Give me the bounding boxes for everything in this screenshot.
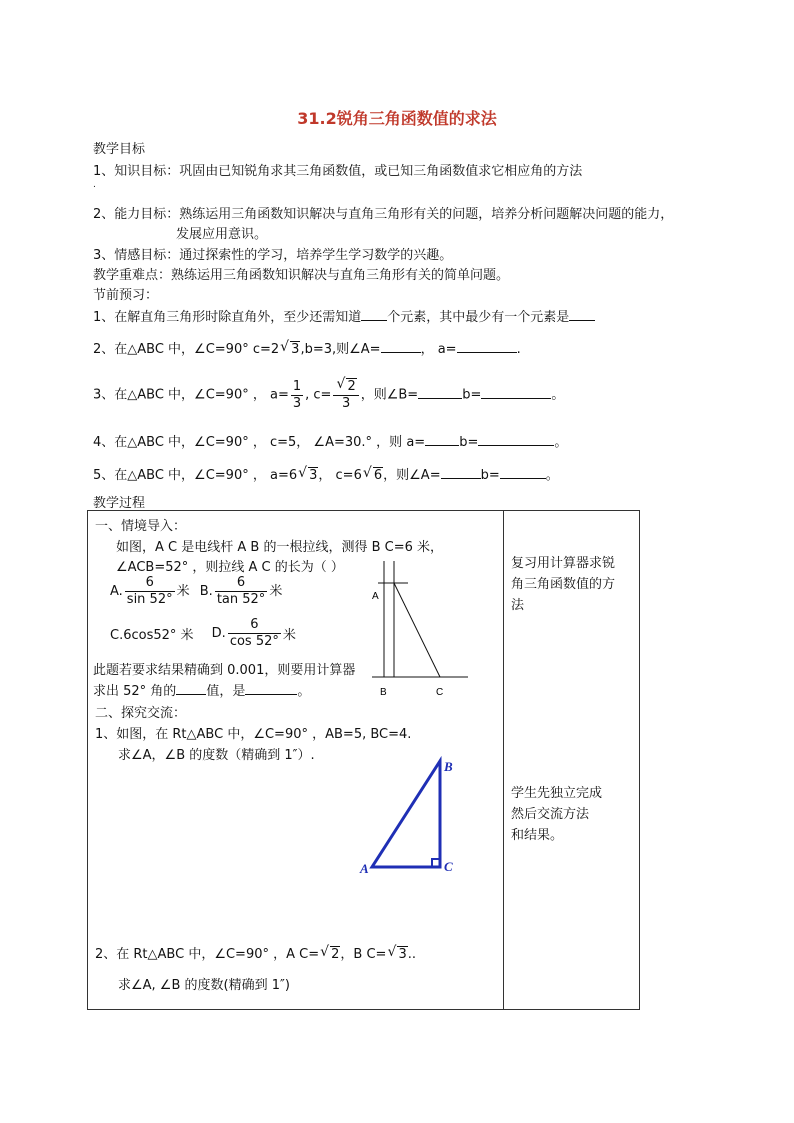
q2-text-d: .	[516, 342, 521, 357]
intro-line-4	[93, 680, 310, 699]
q1-text-a: 1、在解直角三角形时除直角外，至少还需知道	[93, 310, 362, 325]
option-d-num: 6	[228, 617, 281, 634]
intro-line-4-b: 值，是	[206, 684, 246, 699]
key-points: 教学重难点：熟练运用三角函数知识解决与直角三角形有关的简单问题。	[93, 268, 510, 283]
q5-text-e: 。	[545, 468, 559, 483]
objective-emotion: 3、情感目标：通过探索性的学习，培养学生学习数学的兴趣。	[93, 248, 453, 263]
option-b-label: B.	[199, 584, 213, 599]
intro-line-4-c: 。	[297, 684, 311, 699]
q4-text-a: 4、在△ABC 中，∠C=90° ， c=5， ∠A=30.° ，则 a=	[93, 435, 426, 450]
objective-ability: 2、能力目标：熟练运用三角函数知识解决与直角三角形有关的问题，培养分析问题解决问题的能力，	[93, 207, 674, 222]
intro-line-1: 如图，A C 是电线杆 A B 的一根拉线，测得 B C=6 米，	[116, 540, 443, 555]
q5-text-c: ，则∠A=	[383, 468, 441, 483]
note-explore-line-3: 和结果。	[511, 828, 564, 843]
q2-explore-sqrt-ac: √ 2	[330, 946, 340, 962]
q2-blank-angle[interactable]	[381, 339, 421, 353]
explore-q2-line-1	[95, 943, 416, 962]
explore-q2-line-2: 求∠A, ∠B 的度数(精确到 1″)	[118, 978, 290, 993]
q3-frac-c	[333, 378, 358, 412]
q2-explore-sqrt-bc: √ 3	[397, 946, 407, 962]
explore-q1-line-2: 求∠A，∠B 的度数（精确到 1″）.	[118, 748, 315, 763]
q5-sqrt-a: √ 3	[308, 467, 318, 483]
note-explore-line-1: 学生先独立完成	[511, 786, 603, 801]
process-main-cell	[88, 511, 504, 1010]
intro-line-4-a: 求出 52° 角的	[93, 684, 177, 699]
q2-text-b: ,b=3,则∠A=	[300, 342, 381, 357]
option-a-unit: 米	[176, 584, 190, 599]
pole-label-b: B	[380, 687, 387, 698]
q3-text-c: ，则∠B=	[360, 387, 419, 403]
option-d-unit: 米	[282, 628, 296, 643]
intro-line-2: ∠ACB=52° ，则拉线 A C 的长为（ ）	[116, 560, 344, 575]
q2-text-c: ， a=	[420, 342, 457, 357]
option-b-unit: 米	[269, 584, 283, 599]
explore-q1-line-1: 1、如图，在 Rt△ABC 中，∠C=90° ，AB=5, BC=4.	[95, 727, 412, 742]
note-review	[511, 553, 615, 616]
q5-blank-angle[interactable]	[441, 465, 481, 479]
q3-text-b: , c=	[305, 387, 332, 403]
q5-sqrt-c: √ 6	[373, 467, 383, 483]
objectives-heading: 教学目标	[93, 142, 146, 157]
preview-q4	[93, 431, 567, 450]
preview-q2	[93, 338, 521, 357]
q2-explore-a: 2、在 Rt△ABC 中，∠C=90° ，A C=	[95, 947, 320, 962]
note-review-line-1: 复习用计算器求锐	[511, 556, 616, 571]
objective-knowledge: 1、知识目标：巩固由已知锐角求其三角函数值，或已知三角函数值求它相应角的方法	[93, 164, 583, 179]
option-a-num: 6	[125, 575, 175, 592]
preview-q5	[93, 464, 559, 483]
preview-heading: 节前预习：	[93, 288, 159, 303]
note-review-line-2: 角三角函数值的方	[511, 577, 616, 592]
objective-knowledge-tail: .	[93, 180, 96, 190]
option-c: C.6cos52° 米	[110, 628, 194, 643]
q2-explore-b: ，B C=	[340, 947, 387, 962]
q3-frac-num: 1	[292, 378, 302, 394]
q3-frac-den2: 3	[341, 396, 351, 411]
section-explore: 二、探究交流：	[95, 706, 187, 721]
q4-text-b: b=	[459, 435, 479, 450]
option-cd	[110, 617, 296, 650]
guy-wire	[394, 583, 440, 677]
q3-blank-b[interactable]	[481, 385, 551, 399]
option-d-den: cos 52°	[229, 634, 279, 649]
intro-blank-value[interactable]	[245, 681, 297, 695]
triangle-label-b: B	[444, 759, 453, 774]
option-b-den: tan 52°	[216, 592, 266, 607]
q4-text-c: 。	[554, 435, 568, 450]
q3-frac-den: 3	[292, 395, 302, 411]
triangle-abc	[372, 761, 440, 867]
q3-frac-a	[291, 379, 303, 412]
intro-line-3: 此题若要求结果精确到 0.001，则要用计算器	[93, 663, 356, 678]
preview-q3	[93, 378, 564, 412]
q1-blank-1[interactable]	[361, 307, 387, 321]
q2-blank-a[interactable]	[457, 339, 517, 353]
note-review-line-3: 法	[511, 598, 525, 613]
preview-q1	[93, 306, 595, 325]
pole-label-a: A	[372, 591, 379, 602]
option-d-label: D.	[211, 626, 226, 641]
q2-explore-c: ..	[407, 947, 416, 962]
q2-text-a: 2、在△ABC 中，∠C=90° c=2	[93, 342, 280, 357]
q2-sqrt: √ 3	[290, 341, 300, 357]
q5-text-b: ， c=6	[318, 468, 362, 483]
process-table	[87, 510, 640, 1010]
triangle-label-c: C	[444, 859, 453, 874]
q3-text-d: b=	[462, 387, 482, 403]
process-heading: 教学过程	[93, 496, 146, 511]
q3-blank-b-angle[interactable]	[418, 385, 462, 399]
option-a	[110, 575, 282, 608]
pole-label-c: C	[436, 687, 444, 698]
option-a-label: A.	[110, 584, 123, 599]
q5-blank-b[interactable]	[500, 465, 546, 479]
triangle-label-a: A	[360, 861, 369, 876]
q1-blank-2[interactable]	[569, 307, 595, 321]
q5-text-a: 5、在△ABC 中，∠C=90° ， a=6	[93, 468, 298, 483]
q5-text-d: b=	[480, 468, 500, 483]
page-title: 31.2锐角三角函数值的求法	[297, 109, 497, 128]
q3-text-a: 3、在△ABC 中，∠C=90° ， a=	[93, 387, 289, 403]
note-explore	[511, 783, 602, 846]
objective-ability-cont: 发展应用意识。	[176, 227, 268, 242]
q4-blank-b[interactable]	[478, 432, 554, 446]
note-explore-line-2: 然后交流方法	[511, 807, 590, 822]
section-intro: 一、情境导入：	[95, 519, 187, 534]
q4-blank-a[interactable]	[425, 432, 459, 446]
option-b-num: 6	[215, 575, 267, 592]
right-triangle-figure	[358, 755, 468, 879]
q1-text-b: 个元素，其中最少有一个元素是	[387, 310, 570, 325]
pole-figure	[368, 553, 498, 703]
process-note-cell	[504, 511, 640, 1010]
intro-blank-func[interactable]	[176, 681, 206, 695]
q3-sqrt: √ 2	[346, 378, 356, 395]
q3-text-e: 。	[551, 387, 565, 403]
option-a-den: sin 52°	[126, 592, 173, 607]
